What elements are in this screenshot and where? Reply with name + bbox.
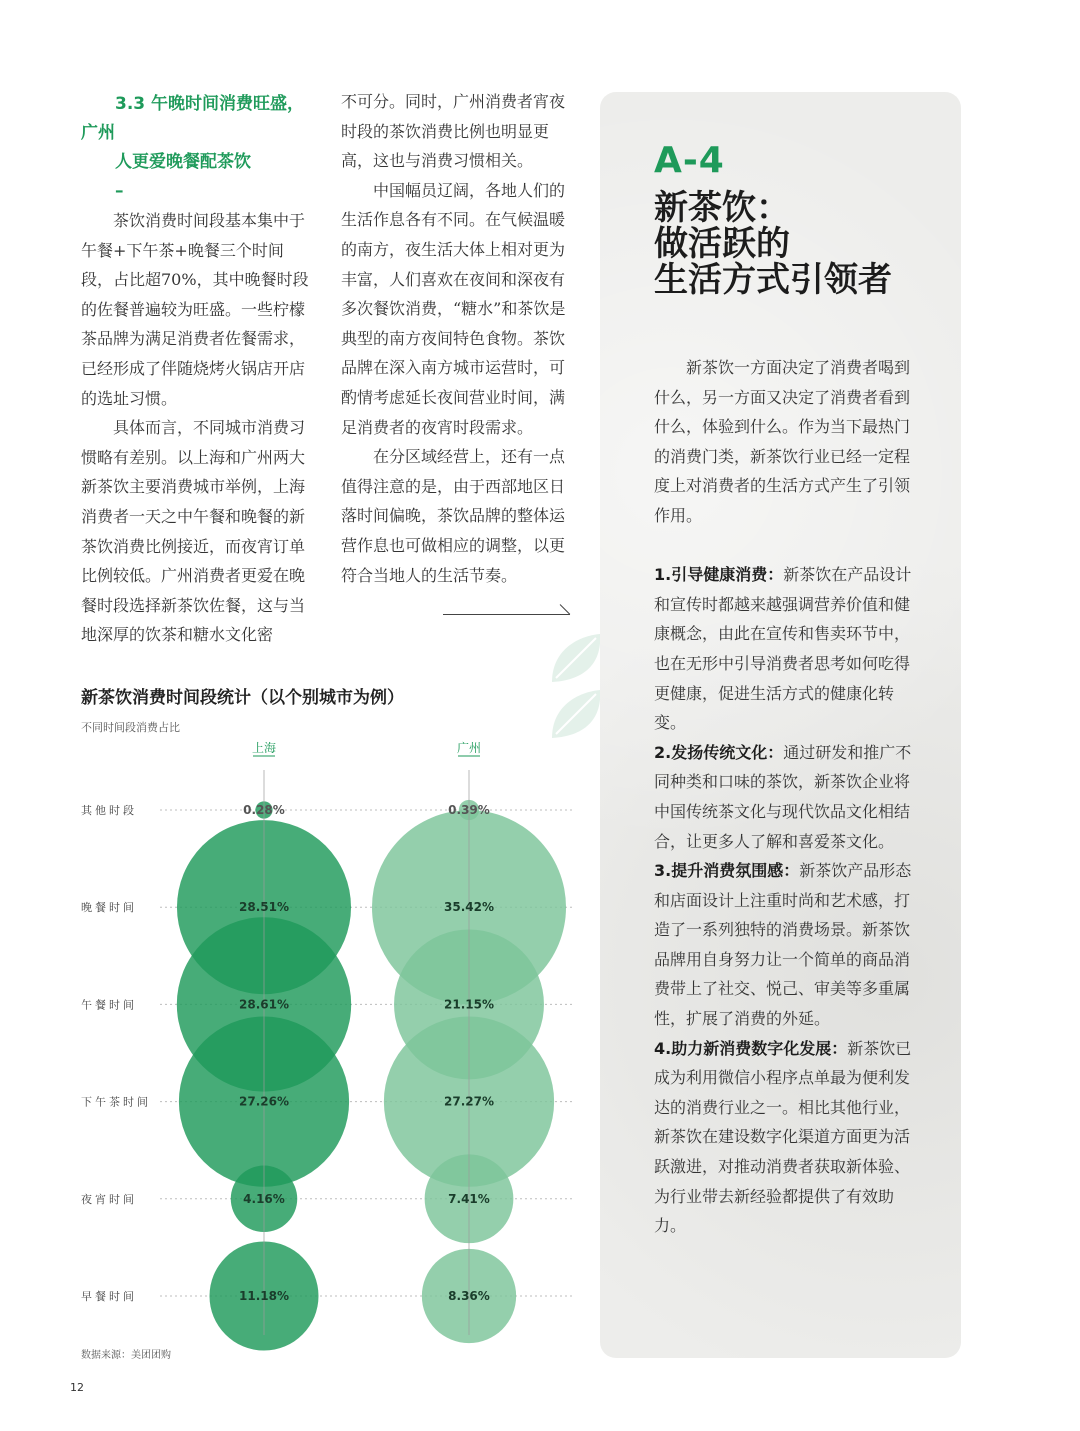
data-label: 8.36% bbox=[448, 1289, 490, 1303]
data-label: 11.18% bbox=[239, 1289, 289, 1303]
data-label: 21.15% bbox=[444, 997, 494, 1012]
data-label: 0.39% bbox=[448, 803, 490, 817]
section-title-line2: 人更爱晚餐配茶饮 bbox=[115, 152, 251, 172]
row-label: 晚餐时间 bbox=[81, 901, 137, 915]
panel-code: A-4 bbox=[654, 140, 725, 181]
col2-paragraph-0: 不可分。同时，广州消费者宵夜时段的茶饮消费比例也明显更高，这也与消费习惯相关。 bbox=[341, 92, 566, 171]
panel-title-line3: 生活方式引领者 bbox=[654, 260, 892, 300]
row-label: 下午茶时间 bbox=[81, 1095, 151, 1109]
col2-paragraph-1: 中国幅员辽阔，各地人们的生活作息各有不同。在气候温暖的南方，夜生活大体上相对更为丰富，人们喜欢在夜间和深夜有多次餐饮消费，“糖水”和茶饮是典型的南方夜间特色食物。茶饮品牌在深入南方城市运营时，可酌情考虑延长夜间营业时间，满足消费者的夜宵时段需求。 bbox=[341, 180, 566, 437]
data-label: 7.41% bbox=[448, 1191, 490, 1206]
point-text: 新茶饮已成为利用微信小程序点单最为便利发达的消费行业之一。相比其他行业，新茶饮在建设数字化渠道方面更为活跃激进，对推动消费者获取新体验、为行业带去新经验都提供了有效助力。 bbox=[654, 1038, 912, 1236]
data-label: 4.16% bbox=[243, 1191, 285, 1206]
panel-title-line2: 做活跃的 bbox=[654, 224, 790, 264]
panel-intro: 新茶饮一方面决定了消费者喝到什么，另一方面又决定了消费者看到什么，体验到什么。作为当下最热门的消费门类，新茶饮行业已经一定程度上对消费者的生活方式产生了引领作用。 bbox=[654, 358, 911, 525]
series-header: 广州 bbox=[456, 741, 482, 755]
point-heading: 3.提升消费氛围感： bbox=[654, 861, 800, 881]
point-text: 新茶饮在产品设计和宣传时都越来越强调营养价值和健康概念，由此在宣传和售卖环节中，也在无形中引导消费者思考如何吃得更健康，促进生活方式的健康化转变。 bbox=[654, 565, 912, 733]
point-text: 通过研发和推广不同种类和口味的茶饮，新茶饮企业将中国传统茶文化与现代饮品文化相结合，让更多人了解和喜爱茶文化。 bbox=[654, 742, 912, 851]
row-label: 午餐时间 bbox=[81, 998, 137, 1012]
row-label: 其他时段 bbox=[81, 804, 137, 817]
data-label: 27.27% bbox=[444, 1094, 494, 1109]
panel-title-line1: 新茶饮： bbox=[654, 188, 790, 228]
chart-subtitle: 不同时间段消费占比 bbox=[81, 721, 180, 734]
panel-point-2 bbox=[654, 738, 912, 856]
point-text: 新茶饮产品形态和店面设计上注重时尚和艺术感，打造了一系列独特的消费场景。新茶饮品牌用自身努力让一个简单的商品消费带上了社交、悦己、审美等多重属性，扩展了消费的外延。 bbox=[654, 861, 912, 1029]
point-heading: 1.引导健康消费： bbox=[654, 565, 784, 585]
col1-paragraph-1: 茶饮消费时间段基本集中于午餐+下午茶+晚餐三个时间段，占比超70%，其中晚餐时段的佐餐普遍较为旺盛。一些柠檬茶品牌为满足消费者佐餐需求，已经形成了伴随烧烤火锅店开店的选址习惯。 bbox=[81, 211, 309, 408]
row-label: 夜宵时间 bbox=[81, 1192, 137, 1206]
data-label: 28.61% bbox=[239, 997, 289, 1012]
panel-point-3 bbox=[654, 856, 912, 1034]
panel-body bbox=[654, 353, 912, 1241]
row-label: 早餐时间 bbox=[81, 1290, 137, 1303]
panel-point-1 bbox=[654, 560, 912, 738]
chart-title: 新茶饮消费时间段统计（以个别城市为例） bbox=[81, 688, 404, 708]
panel-point-4 bbox=[654, 1034, 912, 1241]
page-number: 12 bbox=[70, 1381, 84, 1394]
point-heading: 4.助力新消费数字化发展： bbox=[654, 1038, 848, 1058]
section-title-line1: 3.3 午晚时间消费旺盛，广州 bbox=[81, 94, 305, 143]
panel-title bbox=[654, 190, 954, 298]
col2-paragraph-2: 在分区域经营上，还有一点值得注意的是，由于西部地区日落时间偏晚，茶饮品牌的整体运营作息也可做相应的调整，以更符合当地人的生活节奏。 bbox=[341, 447, 566, 585]
data-label: 28.51% bbox=[239, 900, 289, 915]
point-heading: 2.发扬传统文化： bbox=[654, 742, 784, 762]
col1-paragraph-2: 具体而言，不同城市消费习惯略有差别。以上海和广州两大新茶饮主要消费城市举例，上海消费者一天之中午餐和晚餐的新茶饮消费比例接近，而夜宵订单比例较低。广州消费者更爱在晚餐时段选择新茶饮佐餐，这与当地深厚的饮茶和糖水文化密 bbox=[81, 418, 306, 645]
data-label: 35.42% bbox=[444, 900, 494, 915]
series-header: 上海 bbox=[251, 741, 277, 755]
chart-source: 数据来源：美团团购 bbox=[81, 1350, 171, 1361]
section-dash: – bbox=[115, 181, 124, 201]
data-label: 0.28% bbox=[243, 803, 285, 817]
data-label: 27.26% bbox=[239, 1094, 289, 1109]
